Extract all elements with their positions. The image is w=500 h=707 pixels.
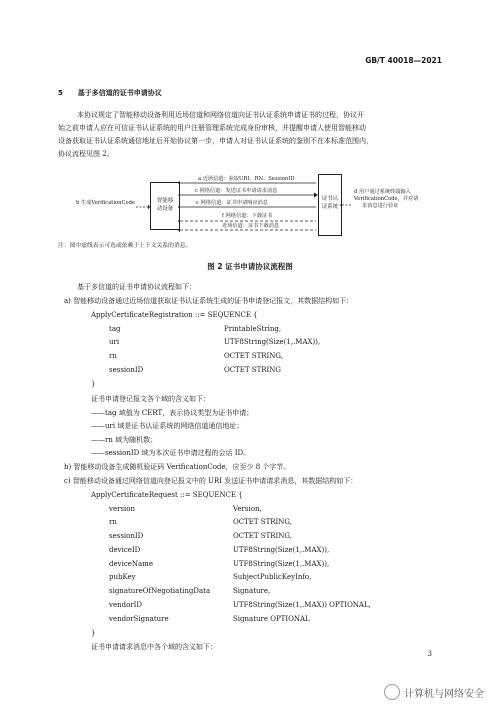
intro-line-1: 本协议规定了智能移动设备利用近场信道和网络信道向证书认证系统申请证书的过程，协议开	[77, 111, 364, 119]
arrow-near-field-download-label: 近场信道：证书下载消息	[222, 223, 280, 229]
struct2-field-name: version	[109, 505, 135, 513]
intro-line-4: 协议流程见图 2。	[58, 150, 114, 158]
arrow-a-label: a 近场信道：获取URI、RN、SessionID	[198, 176, 295, 182]
struct1-field-name: tag	[109, 325, 121, 333]
struct2-field-name: rn	[109, 518, 117, 526]
chat-bubble-icon	[384, 684, 400, 700]
struct2-field-type: Version,	[233, 505, 262, 513]
struct1-field-type: PrintableString,	[224, 325, 282, 333]
struct2-field-name: deviceID	[109, 546, 141, 554]
section-heading	[58, 88, 162, 99]
left-step-arrow	[136, 204, 150, 210]
device-box	[150, 182, 180, 230]
right-step-label-line-2: VerificationCode，并对请	[354, 196, 419, 202]
intro-line-3: 设备获取证书认证系统通信地址后开始协议第一步，申请人对证书认证系统的鉴别不在本标准范围内，	[58, 137, 373, 145]
struct2-close: }	[91, 629, 96, 637]
device-box-line-1: 智能移	[156, 198, 174, 204]
struct1-field-name: sessionID	[109, 366, 144, 374]
right-step-label-line-3: 求消息进行验证	[362, 203, 399, 209]
intro-line-2: 始之前申请人应在可信证书认证系统的用户注册管理系统完成身份审核，并提醒申请人使用智能移动	[58, 124, 366, 132]
struct2-field-name: vendorSignature	[109, 615, 169, 623]
watermark-text: 计算机与网络安全	[404, 688, 484, 700]
struct2-field-type: Signature OPTIONAL	[233, 615, 310, 623]
right-step-label-line-1: d 用户通过系统终端输入	[354, 189, 411, 195]
struct2-field-type: UTF8String(Size(1,.MAX)) OPTIONAL,	[233, 601, 371, 609]
struct2-field-type: UTF8String(Size(1,.MAX)),	[233, 546, 330, 554]
struct2-field-type: SubjectPublicKeyInfo,	[233, 573, 312, 581]
struct2-head: ApplyCertificateRequest ::= SEQUENCE {	[91, 491, 243, 499]
field-note: ——sessionID 域为本次证书申请过程的会话 ID。	[91, 449, 251, 457]
request-fields-intro: 证书申请请求消息中各个域的含义如下：	[91, 643, 217, 651]
section-number: 5	[58, 89, 63, 97]
figure-caption: 图 2 证书申请协议流程图	[207, 262, 293, 271]
struct2-field-type: OCTET STRING,	[233, 532, 292, 540]
item-c: c) 智能移动设备通过网络信道向登记报文中的 URI 发送证书申请请求消息，其数据结构如下：	[64, 477, 358, 485]
left-step-label: b 生成VerificationCode	[76, 200, 135, 206]
arrow-f-label: f 网络信道：下载证书	[222, 213, 273, 219]
item-b: b) 智能移动设备生成随机验证码 VerificationCode，应至少 8 个字节。	[64, 463, 291, 471]
struct1-head: ApplyCertificateRegistration ::= SEQUENCE {	[91, 311, 258, 319]
struct1-field-type: OCTET STRING,	[224, 352, 283, 360]
page-number: 3	[427, 650, 432, 658]
struct2-field-type: UTF8String(Size(1,.MAX)),	[233, 560, 330, 568]
ca-box-line-1: 证书认	[321, 196, 339, 202]
fields-intro: 证书申请登记报文各个域的含义如下：	[91, 395, 210, 403]
watermark	[384, 684, 484, 700]
right-step-arrow	[340, 202, 352, 208]
struct2-field-type: Signature,	[233, 587, 271, 595]
struct1-field-type: OCTET STRING	[224, 366, 281, 374]
struct2-field-name: signatureOfNegotiatingData	[109, 587, 211, 595]
figure-note: 注：图中虚线表示可选或依赖于上下文关系的消息。	[58, 243, 192, 249]
ca-box	[318, 174, 342, 236]
arrow-c-request-label: c 网络信道：发送证书申请请求消息	[195, 188, 278, 194]
field-note: ——uri 域是证书认证系统的网络信道通信地址；	[91, 422, 244, 430]
standard-number: GB/T 40018—2021	[365, 56, 442, 65]
right-step-label	[354, 189, 418, 210]
section-title: 基于多信道的证书申请协议	[77, 89, 162, 97]
struct1-field-name: uri	[109, 338, 120, 346]
struct2-field-name: vendorID	[109, 601, 143, 609]
flow-intro: 基于多信道的证书申请协议流程如下：	[77, 283, 196, 291]
struct2-field-name: pubKey	[109, 573, 136, 581]
device-box-line-2: 动设备	[156, 206, 174, 212]
field-note: ——rn 域为随机数；	[91, 436, 158, 444]
struct1-close: }	[91, 380, 96, 388]
struct2-field-name: sessionID	[109, 532, 144, 540]
ca-box-line-2: 证系统	[321, 204, 339, 210]
field-note: ——tag 域值为 CERT，表示协议类型为证书申请；	[91, 409, 254, 417]
struct2-field-type: OCTET STRING,	[233, 518, 292, 526]
struct1-field-type: UTF8String(Size(1,.MAX)),	[224, 338, 321, 346]
item-a: a) 智能移动设备通过近场信道获取证书认证系统生成的证书申请登记报文，其数据结构如下：	[64, 297, 354, 305]
struct1-field-name: rn	[109, 352, 117, 360]
arrow-c-response-label: c 网络信道：证书申请响应消息	[196, 200, 268, 206]
struct2-field-name: deviceName	[109, 560, 153, 568]
